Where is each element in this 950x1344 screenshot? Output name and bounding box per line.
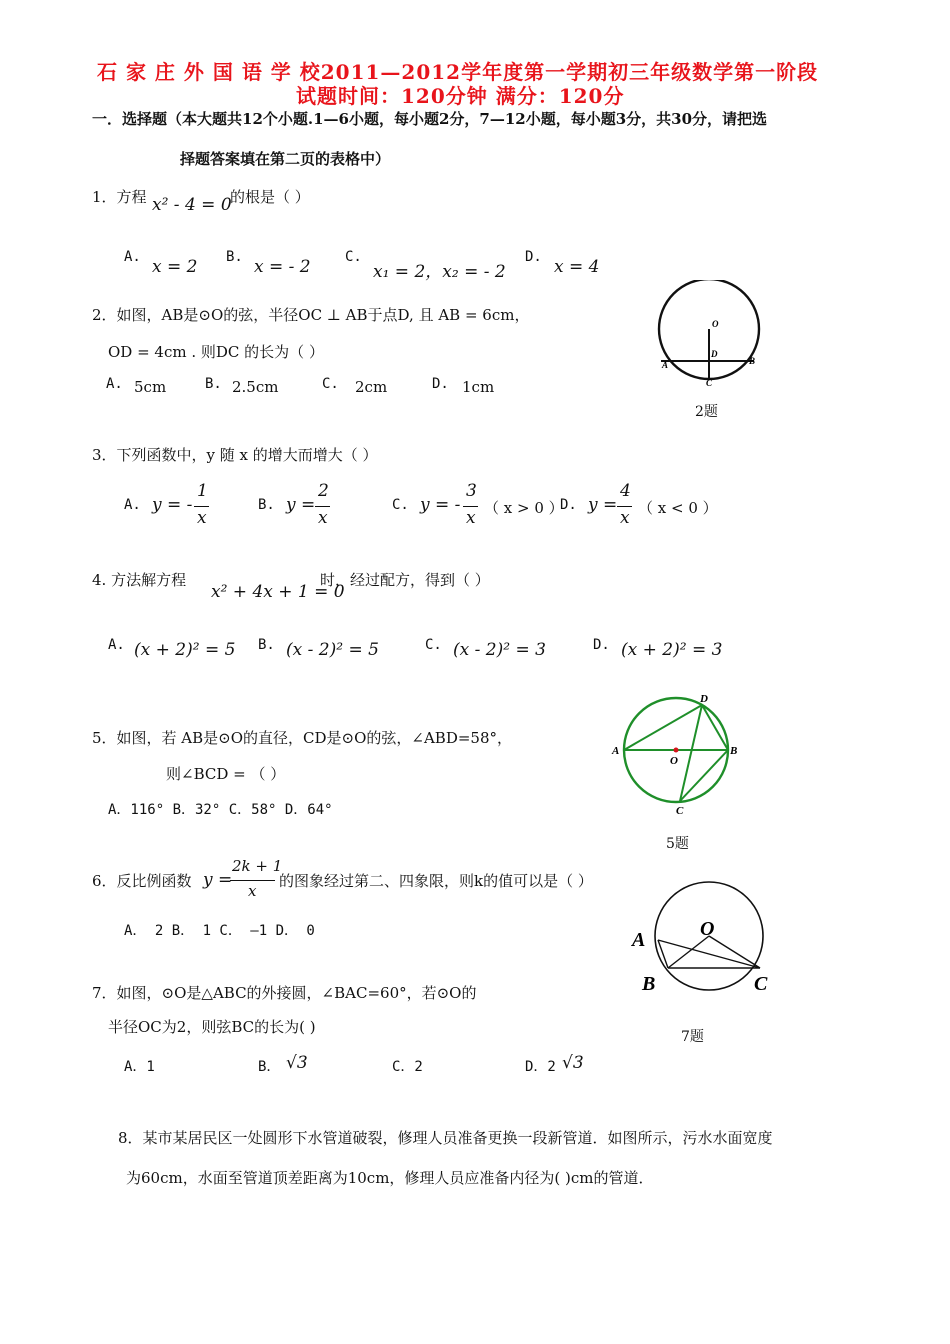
section-heading-cont: 择题答案填在第二页的表格中）: [180, 150, 391, 168]
fig2-label-c: C: [706, 378, 713, 388]
fig5-chord-ad: [624, 705, 702, 750]
figure-5-caption: 5题: [666, 836, 689, 852]
q4-prefix: 4. 方法解方程: [92, 571, 187, 589]
fig5-chord-cd: [680, 705, 702, 801]
q1-option-b-value: x = - 2: [254, 257, 311, 277]
fig7-label-b: B: [642, 973, 656, 995]
q3-option-d-lhs: y =: [588, 495, 618, 515]
q2-option-d-label: D.: [432, 376, 449, 392]
q6-den: x: [248, 882, 257, 900]
q4-option-a-label: A.: [108, 637, 125, 653]
fig5-label-c: C: [676, 805, 684, 817]
q3-option-d-fraction-bar: [617, 506, 632, 507]
q4-option-c-label: C.: [425, 637, 442, 653]
q2-option-b-label: B.: [205, 376, 222, 392]
q6-suffix: 的图象经过第二、四象限，则k的值可以是（ ）: [279, 872, 593, 890]
q1-equation: x² - 4 = 0: [152, 195, 232, 215]
q3-option-a-lhs: y = -: [152, 495, 193, 515]
q8-line2: 为60cm，水面至管道顶差距离为10cm，修理人员应准备内径为( )cm的管道．: [126, 1169, 654, 1187]
fig2-label-a: A: [662, 360, 669, 370]
fig7-label-c: C: [754, 973, 768, 995]
q7-option-d-value: √3: [562, 1053, 584, 1073]
fig2-label-d: D: [711, 349, 718, 359]
q3-option-d-label: D.: [560, 497, 577, 513]
q2-option-b-value: 2.5cm: [232, 378, 279, 396]
q4-option-b-value: (x - 2)² = 5: [286, 640, 379, 660]
page-title-line1: 石 家 庄 外 国 语 学 校2011—2012学年度第一学期初三年级数学第一阶段: [97, 60, 819, 84]
q6-fraction-bar: [230, 880, 275, 881]
q8-line1: 8．某市某居民区一处圆形下水管道破裂，修理人员准备更换一段新管道．如图所示，污水水面宽度: [118, 1129, 773, 1147]
page-title-line2: 试题时间：120分钟 满分：120分: [296, 84, 625, 108]
figure-7-caption: 7题: [681, 1029, 704, 1045]
q1-option-c-value: x₁ = 2，x₂ = - 2: [373, 262, 506, 282]
q7-option-b-value: √3: [286, 1053, 308, 1073]
fig7-label-o: O: [700, 918, 715, 940]
figure-5-circle: [608, 690, 748, 818]
q2-option-a-value: 5cm: [134, 378, 167, 396]
fig5-label-b: B: [730, 745, 738, 757]
q7-option-b-label: B．: [258, 1059, 281, 1075]
q1-option-d-label: D.: [525, 249, 542, 265]
q2-option-c-label: C.: [322, 376, 339, 392]
q4-option-d-label: D.: [593, 637, 610, 653]
figure-7-circumcircle: [624, 880, 784, 1005]
fig5-label-d: D: [700, 693, 708, 705]
fig5-label-o: O: [670, 755, 678, 767]
q6-num: 2k + 1: [232, 857, 283, 875]
q4-option-d-value: (x + 2)² = 3: [621, 640, 723, 660]
fig5-label-a: A: [612, 745, 620, 757]
q3-option-b-num: 2: [318, 481, 329, 501]
q5-line2: 则∠BCD = （ ）: [166, 765, 286, 783]
q4-option-b-label: B.: [258, 637, 275, 653]
q3-option-d-condition: （ x < 0 ）: [638, 499, 718, 517]
q1-option-a-value: x = 2: [152, 257, 198, 277]
q7-line2: 半径OC为2，则弦BC的长为( ): [108, 1018, 316, 1036]
q3-option-a-den: x: [197, 508, 207, 528]
q6-lhs: y =: [203, 870, 233, 890]
q3-option-a-fraction-bar: [194, 506, 209, 507]
q4-suffix: 时，经过配方，得到（ ）: [320, 571, 490, 589]
q6-prefix: 6．反比例函数: [92, 872, 192, 890]
q3-option-d-den: x: [620, 508, 630, 528]
q2-line1: 2．如图，AB是⊙O的弦，半径OC ⊥ AB于点D, 且 AB = 6cm，: [92, 306, 530, 324]
q3-option-b-lhs: y =: [286, 495, 316, 515]
q5-options: A．116° B．32° C．58° D．64°: [108, 802, 333, 818]
q3-option-c-label: C.: [392, 497, 409, 513]
q7-option-c-label: C．2: [392, 1059, 423, 1075]
q4-equation: x² + 4x + 1 = 0: [211, 582, 345, 602]
q3-option-c-condition: （ x > 0 ）: [484, 499, 564, 517]
q2-option-d-value: 1cm: [462, 378, 495, 396]
q7-option-a-label: A．1: [124, 1059, 155, 1075]
q6-options: A． 2 B． 1 C． —1 D． 0: [124, 923, 315, 939]
q7-line1: 7．如图，⊙O是△ABC的外接圆，∠BAC=60°，若⊙O的: [92, 984, 477, 1002]
q1-option-b-label: B.: [226, 249, 243, 265]
q1-prefix: 1．方程: [92, 188, 147, 206]
q1-option-a-label: A.: [124, 249, 141, 265]
q3-option-b-label: B.: [258, 497, 275, 513]
q3-option-d-num: 4: [620, 481, 631, 501]
q3-option-a-label: A.: [124, 497, 141, 513]
section-heading: 一．选择题（本大题共12个小题.1—6小题，每小题2分，7—12小题，每小题3分，共30分，请把选: [92, 110, 768, 128]
q1-option-c-label: C.: [345, 249, 362, 265]
q7-option-d-label: D．2: [525, 1059, 556, 1075]
q1-option-d-value: x = 4: [554, 257, 600, 277]
q5-line1: 5．如图，若 AB是⊙O的直径，CD是⊙O的弦，∠ABD=58°，: [92, 729, 513, 747]
q1-suffix: 的根是（ ）: [230, 188, 310, 206]
q3-option-c-lhs: y = -: [420, 495, 461, 515]
q3-option-b-den: x: [318, 508, 328, 528]
q2-option-c-value: 2cm: [355, 378, 388, 396]
figure-2-circle-chord: [650, 280, 770, 390]
q3-option-c-den: x: [466, 508, 476, 528]
q3-option-b-fraction-bar: [315, 506, 330, 507]
fig5-center-dot: [674, 748, 679, 753]
fig7-label-a: A: [632, 929, 646, 951]
q3-option-c-fraction-bar: [463, 506, 478, 507]
fig2-label-o: O: [712, 319, 719, 329]
fig2-label-b: B: [749, 356, 756, 366]
q3-option-c-num: 3: [466, 481, 477, 501]
q4-option-a-value: (x + 2)² = 5: [134, 640, 236, 660]
fig7-radius-oc: [709, 936, 760, 968]
figure-2-caption: 2题: [695, 404, 718, 420]
q3-stem: 3．下列函数中，y 随 x 的增大而增大（ ）: [92, 446, 378, 464]
q2-option-a-label: A.: [106, 376, 123, 392]
q2-line2: OD = 4cm . 则DC 的长为（ ）: [108, 343, 324, 361]
q3-option-a-num: 1: [197, 481, 208, 501]
q4-option-c-value: (x - 2)² = 3: [453, 640, 546, 660]
